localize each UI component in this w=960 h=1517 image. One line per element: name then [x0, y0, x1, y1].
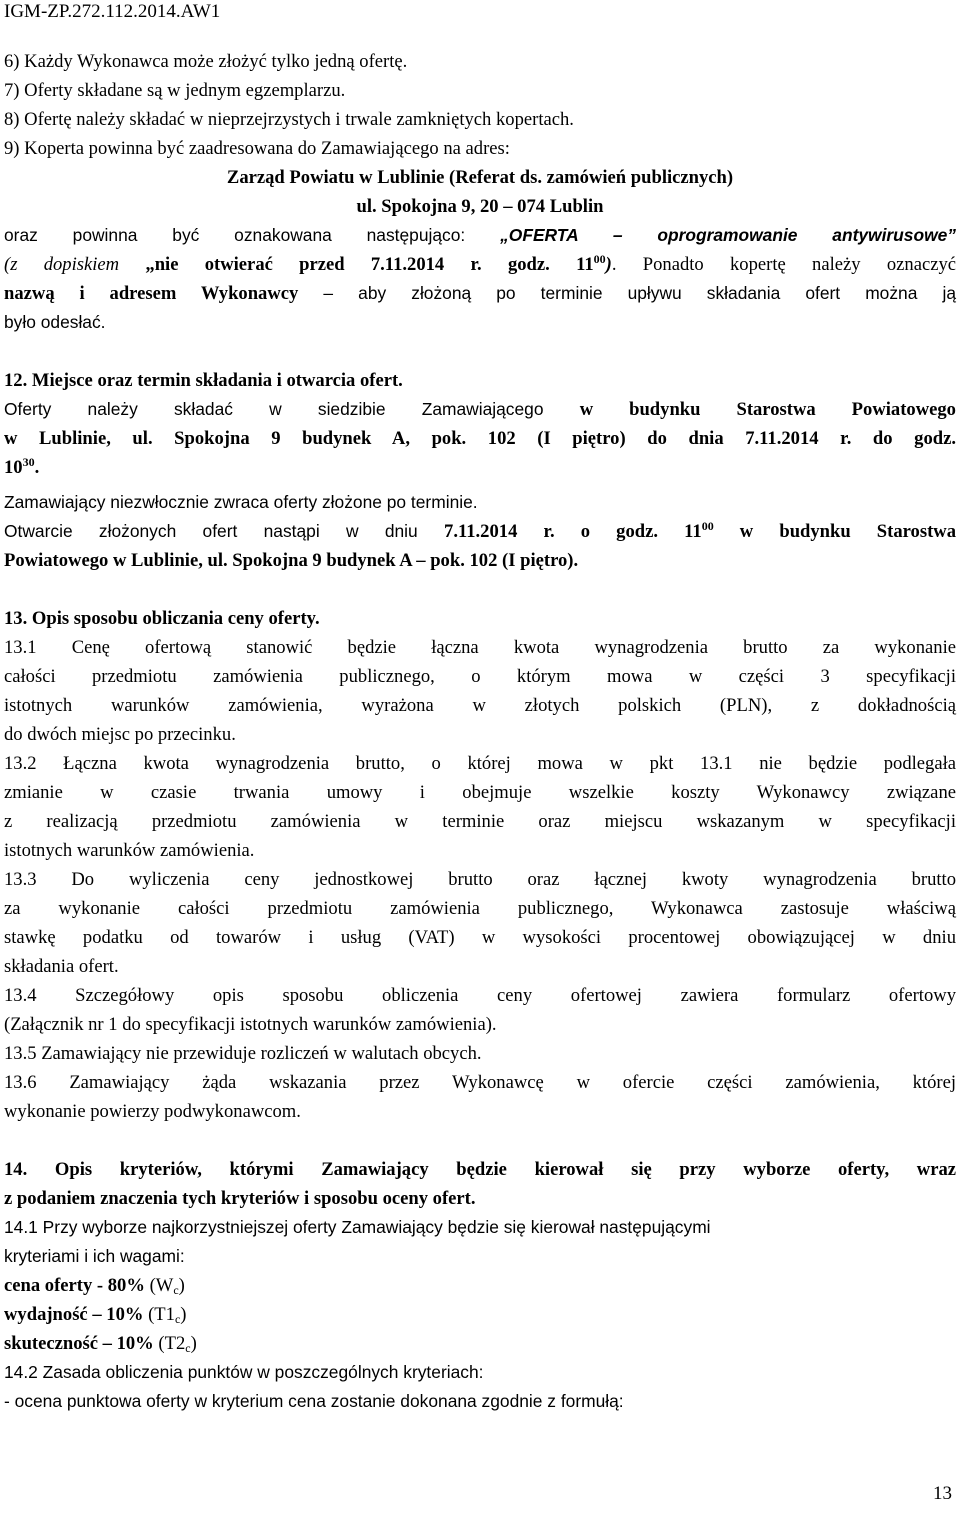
note-close: )	[605, 254, 612, 275]
intro-line-7: 7) Oferty składane są w jednym egzemplarzu.	[4, 80, 346, 101]
criterion-performance-end: )	[180, 1304, 187, 1325]
criterion-price-label: cena oferty - 80%	[4, 1275, 145, 1296]
criterion-performance	[4, 1300, 956, 1329]
s12-time: 10	[4, 457, 23, 478]
name-address-text: nazwą i adresem Wykonawcy	[4, 283, 299, 304]
s12-time-end: .	[34, 457, 40, 478]
section-14-heading-line-2: z podaniem znaczenia tych kryteriów i sposobu oceny ofert.	[4, 1188, 476, 1209]
marking-text: oraz powinna być oznakowana następująco:	[4, 225, 501, 245]
s13-2-line-1: 13.2 Łączna kwota wynagrodzenia brutto, o której mowa w pkt 13.1 nie będzie podlegała	[4, 753, 956, 774]
s12-open-sup: 00	[701, 519, 714, 533]
criterion-effectiveness	[4, 1329, 956, 1358]
address-line-2: ul. Spokojna 9, 20 – 074 Lublin	[356, 196, 604, 217]
section-12-line-2: w Lublinie, ul. Spokojna 9 budynek A, pok. 102 (I piętro) do dnia 7.11.2014 r. do godz.	[4, 428, 956, 449]
s13-1-line-1: 13.1 Cenę ofertową stanowić będzie łączna kwota wynagrodzenia brutto za wykonanie	[4, 637, 956, 658]
s13-3-line-3: stawkę podatku od towarów i usług (VAT) w wysokości procentowej obowiązującej w dniu	[4, 927, 956, 948]
s12-open-c: w budynku Starostwa	[713, 521, 956, 542]
section-12-heading: 12. Miejsce oraz termin składania i otwarcia ofert.	[4, 370, 403, 391]
section-12-line-3	[4, 453, 956, 482]
criterion-price-sub: c	[173, 1283, 179, 1297]
s13-4-line-1: 13.4 Szczegółowy opis sposobu obliczenia ceny ofertowej zawiera formularz ofertowy	[4, 985, 956, 1006]
criterion-effectiveness-end: )	[190, 1333, 197, 1354]
section-12-return-line: Zamawiający niezwłocznie zwraca oferty złożone po terminie.	[4, 492, 478, 512]
s13-2-line-3: z realizacją przedmiotu zamówienia w terminie oraz miejscu wskazanym w specyfikacji	[4, 811, 956, 832]
page-number: 13	[933, 1483, 952, 1504]
s13-2-line-2: zmianie w czasie trwania umowy i obejmuje wszelkie koszty Wykonawcy związane	[4, 782, 956, 803]
s12-open-a: Otwarcie złożonych ofert nastąpi w dniu	[4, 521, 445, 541]
s14-3-line: - ocena punktowa oferty w kryterium cena zostanie dokonana zgodnie z formułą:	[4, 1391, 624, 1411]
s13-5-line: 13.5 Zamawiający nie przewiduje rozliczeń w walutach obcych.	[4, 1043, 482, 1064]
s12-a2: w budynku Starostwa Powiatowego	[579, 399, 956, 420]
document-id-header: IGM-ZP.272.112.2014.AW1	[4, 1, 221, 22]
s13-6-line-2: wykonanie powierzy podwykonawcom.	[4, 1101, 301, 1122]
marking-offer-title: „OFERTA – oprogramowanie antywirusowe”	[500, 225, 956, 245]
criterion-price	[4, 1271, 956, 1300]
criterion-effectiveness-sub: c	[185, 1341, 191, 1355]
s14-2-line: 14.2 Zasada obliczenia punktów w poszczególnych kryteriach:	[4, 1362, 484, 1382]
section-12-opening-line-2: Powiatowego w Lublinie, ul. Spokojna 9 budynek A – pok. 102 (I piętro).	[4, 550, 579, 571]
name-address-rest: – aby złożoną po terminie upływu składania ofert można ją	[298, 283, 956, 303]
envelope-note-line	[4, 250, 956, 279]
section-14-heading-line-1: 14. Opis kryteriów, którymi Zamawiający będzie kierował się przy wyborze oferty, wraz	[4, 1159, 956, 1180]
s13-2-line-4: istotnych warunków zamówienia.	[4, 840, 255, 861]
envelope-name-line	[4, 279, 956, 308]
note-rest: . Ponadto kopertę należy oznaczyć	[611, 254, 956, 275]
note-time-sup: 00	[593, 252, 606, 266]
s13-4-line-2: (Załącznik nr 1 do specyfikacji istotnych warunków zamówienia).	[4, 1014, 497, 1035]
s13-1-line-3: istotnych warunków zamówienia, wyrażona w złotych polskich (PLN), z dokładnością	[4, 695, 956, 716]
criterion-price-sym: (W	[144, 1275, 174, 1296]
criterion-performance-sub: c	[174, 1312, 181, 1326]
section-12-opening-line	[4, 517, 956, 546]
intro-line-6: 6) Każdy Wykonawca może złożyć tylko jedną ofertę.	[4, 51, 408, 72]
intro-line-9: 9) Koperta powinna być zaadresowana do Zamawiającego na adres:	[4, 138, 510, 159]
s14-1-line-2: kryteriami i ich wagami:	[4, 1246, 185, 1266]
note-prefix: (z dopiskiem	[4, 254, 146, 275]
document-body	[4, 47, 956, 1416]
s13-3-line-4: składania ofert.	[4, 956, 119, 977]
s12-time-sup: 30	[22, 455, 35, 469]
criterion-performance-label: wydajność – 10%	[4, 1304, 144, 1325]
section-12-line-1	[4, 395, 956, 424]
s13-6-line-1: 13.6 Zamawiający żąda wskazania przez Wykonawcę w ofercie części zamówienia, której	[4, 1072, 956, 1093]
s13-3-line-2: za wykonanie całości przedmiotu zamówienia publicznego, Wykonawca zastosuje właściwą	[4, 898, 956, 919]
criterion-price-end: )	[178, 1275, 185, 1296]
intro-line-8: 8) Ofertę należy składać w nieprzejrzystych i trwale zamkniętych kopertach.	[4, 109, 574, 130]
s12-open-b: 7.11.2014 r. o godz. 11	[444, 521, 702, 542]
criterion-effectiveness-sym: (T2	[153, 1333, 186, 1354]
s12-a1: Oferty należy składać w siedzibie Zamawiającego	[4, 399, 580, 419]
s13-1-line-2: całości przedmiotu zamówienia publicznego, o którym mowa w części 3 specyfikacji	[4, 666, 956, 687]
s13-1-line-4: do dwóch miejsc po przecinku.	[4, 724, 236, 745]
criterion-performance-sym: (T1	[143, 1304, 175, 1325]
note-do-not-open: „nie otwierać przed 7.11.2014 r. godz. 11	[145, 254, 594, 275]
s13-3-line-1: 13.3 Do wyliczenia ceny jednostkowej brutto oraz łącznej kwoty wynagrodzenia brutto	[4, 869, 956, 890]
envelope-return-line: było odesłać.	[4, 312, 106, 332]
s14-1-line-1: 14.1 Przy wyborze najkorzystniejszej oferty Zamawiający będzie się kierował następującymi	[4, 1217, 711, 1237]
envelope-marking-line	[4, 221, 956, 250]
criterion-effectiveness-label: skuteczność – 10%	[4, 1333, 154, 1354]
section-13-heading: 13. Opis sposobu obliczania ceny oferty.	[4, 608, 320, 629]
address-line-1: Zarząd Powiatu w Lublinie (Referat ds. zamówień publicznych)	[226, 167, 734, 188]
